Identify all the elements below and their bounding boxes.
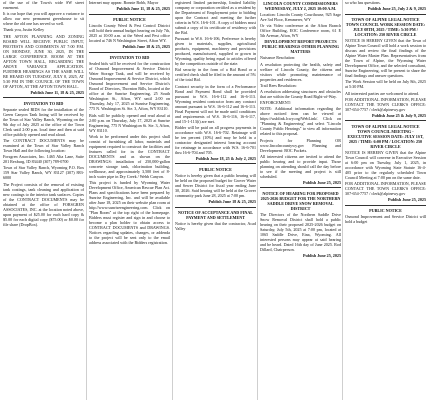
notice-paragraph: Town of Star Valley Ranch, Wyoming P.O. Box 159 Star Valley Ranch, WY 83127 (307) 883-6000: [3, 165, 84, 181]
notice-heading: INVITATION TO BID: [23, 100, 64, 106]
notice-heading: PUBLIC NOTICE: [369, 208, 402, 214]
notice-paragraph: A resolution protecting the health, safety and welfare of Lincoln County, the citizens and visitors while promoting maintenance of properties and residences.: [260, 61, 341, 82]
notice-heading: TOWN OF ALPINE LEGAL NOTICE TOWN COUNCIL WORK SESSION DATE: JULY 08TH, 2025 / TIME: 5:30 PM / LOCATION: 250 RIVER CIRCLE: [345, 17, 426, 38]
publish-dates: Publish June 25, July 2 & 9, 2025: [367, 6, 426, 12]
notice-paragraph: Location: Lincoln County Courthouse, 925 Sage Ave 3rd Floor, Kemmerer, WY: [260, 12, 341, 22]
notice-paragraph: Lincoln County Weed & Pest Control District will hold their annual budget hearing on July 7th, 2025 at 10:00 a.m. at the Weed and Pest office located at 746 N Washington Street, Afton WY.: [89, 23, 170, 44]
notice-paragraph: Thank you, Justin Kelley: [3, 27, 45, 33]
notice-paragraph: Contract security in the form of a Performance Bond and Payment Bond shall be provided pursuant to W.S. 16-6-112 and 16-6-113. Wyoming resident contractor from any contract amount pursuant to W.S. 16-6-112 and 16-6-113. Final Payment will not be made until conditions and requirements of W.S. 16-6-116, 16-6-117, and 15-1-113(i) are met.: [175, 83, 256, 124]
notice-paragraph: of the use of the Town's wide SW street easement.: [3, 0, 84, 10]
notice-paragraph: FOR ADDITIONAL INFORMATION, PLEASE CONTACT THE TOWN CLERK'S OFFICE: 307-654-7757 / clerk@alpinewy.gov: [345, 181, 426, 197]
notice-paragraph: It is our hope that you will approve a variance to allow our new permanent greenhouse to sit where the old one has served so well.: [3, 11, 84, 27]
notice-heading: NOTICE OF ACCEPTANCE AND FINAL PAYMENT AND SETTLEMENT: [177, 210, 254, 221]
notice-paragraph: The Work Session will be held on July 8th, 2025 at 5:30 PM.: [345, 79, 426, 90]
notice-heading: PUBLIC NOTICE: [199, 166, 232, 172]
notice-column-4: [260, 0, 341, 400]
notice-paragraph: Bids will be publicly opened and read aloud at 2:00 p.m. on Thursday, July 17, 2025 at Sunrise Engineering, 775 N Washington St. Ste. 3, Afton, WY 83110.: [89, 112, 170, 133]
publish-dates: Publish June 11, 18 & 25, 2025: [116, 6, 170, 12]
notice-paragraph: NOTICE IS HEREBY GIVEN that the Town of Alpine Town Council will hold a work session to discuss and review the final findings of the Alpine Water Master Plan. Representatives from the Town of Alpine, the Wyoming Water Development Office, and the selected consultant, Sunrise Engineering, will be present to share the final findings and answer questions.: [345, 38, 426, 79]
column-divider: [342, 0, 343, 400]
notice-paragraph: The Project consists of the removal of existing tank coatings, tank cleaning and application of new coatings to the interior tank surfaces. Copies of the CONTRACT DOCUMENTS may be obtained at the office of FORSGREN ASSOCIATES, INC. at the location noted above, upon payment of $25.00 for each hard copy & $5.00 for each digital copy ($75.00) or $0.00 for file share (DropBox).: [3, 181, 84, 227]
publish-dates: Publish June 25, 2025: [303, 253, 341, 259]
notice-paragraph: Sealed bids will be received for the construction of Osmond Improvement & Service District Water Storage Tank, and will be received by Osmond Improvement & Service District, which Osmond Improvement and Service District's Board of Directors, Thornton Bills, located at the office at the Sunrise Engineering, 25 South Washington St., Afton, WY until 2:00 on Thursday, July 17, 2025 at Sunrise Engineering, 775 N. Washington St. Ste. 3, Afton, WY 83110.: [89, 61, 170, 112]
publish-dates: Publish June 11, 18 & 25, 2025: [30, 89, 84, 95]
notice-divider: [345, 205, 426, 206]
notice-paragraph: A resolution addressing structures and obstacles that are within the County Road Right-of-Way.: [260, 88, 341, 99]
notice-heading: NOTICE OF HEARING FOR PROPOSED 2025-2026 BUDGET FOR THE NORTHERN SADDLE DRIVE SNOW REMOVAL DISTRICT: [260, 190, 341, 211]
notice-heading: TOWN OF ALPINE LEGAL NOTICE TOWN COUNCIL MEETING - EXECUTIVE SESSION DATE: JULY 1ST, 2025 / TIME: 6:00 PM / LOCATION: 250 RIVER CIRCLE: [347, 123, 424, 149]
column-divider: [257, 0, 258, 400]
publish-dates: Publish June 18 & 25, 2025: [208, 199, 256, 205]
publish-dates: Publish June 25 & July 9, 2025: [371, 112, 426, 118]
notice-divider: [175, 207, 256, 208]
notice-paragraph: All interested citizens are invited to attend the public hearing and to provide input. Those planning on attending should call the day before to see if the meeting and project is still scheduled.: [260, 153, 341, 179]
notice-paragraph: Projects for Planning OR www.lincolncountywy.gov Planning and Development: BOC Packets.: [260, 137, 341, 153]
notice-paragraph: The Directors of the Northern Saddle Drive Snow Removal District shall hold a public hearing on their proposed 2025-2026 budget on Saturday, July 5th, 2025 at 7:00 pm, located at 1065 Saddle Drive, Etna, Wyoming. All interested persons may appear at said hearing and be heard. Dated 16th day of June 2025. Rod Dillard, Chairperson.: [260, 211, 341, 252]
column-divider: [86, 0, 87, 400]
notice-divider: [89, 14, 170, 15]
notice-paragraph: Or via Video conference at the Afton Branch Office Building, EOC Conference room, 61 E 5th Avenue, Afton, WY: [260, 23, 341, 39]
column-divider: [172, 0, 173, 400]
notice-paragraph: THE AFTON PLANNING AND ZONING BOARD WILL RECEIVE PUBLIC INPUT, PROTESTS AND COMMENTS AT 7:00 P.M. ON MONDAY, JUNE 30, 2025, IN THE LARGE CONFERENCE ROOM AT THE AFTON TOWN HALL, REGARDING THE ABOVE VARIANCE APPLICATION. FURTHER HEARINGS AS THE SAME WILL BE HEARD ON TUESDAY, JULY 8, 2025, AT 5:30 PM IN THE COUNCIL OF THE TOWN OF AFTON, AT THE AFTON TOWN HALL.: [3, 33, 84, 89]
notice-column-2: [89, 0, 170, 400]
notice-paragraph: Forsgren Associates, Inc. 1465 Alta Lane, Suite 201 Rexburg, ID 83440 (307) 789-0700: [3, 154, 84, 165]
notice-column-1: [3, 0, 84, 400]
notice-heading: INVITATION TO BID: [109, 55, 150, 61]
notice-paragraph: Bid security in the form of a Bid Bond or a certified check shall be filed in the amount of 5% of the total Bid.: [175, 67, 256, 83]
notice-column-3: [175, 0, 256, 400]
notice-paragraph: Osmond Improvement and Service District will hold a budget: [345, 214, 426, 225]
notice-divider: [175, 163, 256, 164]
publish-dates: Publish June 18 & 25, 2025: [122, 44, 170, 50]
notice-heading: LINCOLN COUNTY COMMISSIONERS WEDNESDAY, JULY 2, 2025 10:00 A.M.: [263, 1, 338, 11]
notice-divider: [3, 97, 84, 98]
notice-paragraph: FOR ADDITIONAL INFORMATION, PLEASE CONTACT THE TOWN CLERK'S OFFICE: 307-654-7757 / clerk@alpinewy.gov: [345, 96, 426, 112]
notice-paragraph: Notice is hereby given that the contractor, Acad Valley: [175, 221, 256, 232]
notice-paragraph: Pursuant to W.S. 16-6-106, Preference is hereby given to materials, supplies, agricultural products, equipment, machinery and provisions produced, manufactured, supplied or grown in Wyoming, quality being equal to articles offered by the competitors outside of the state.: [175, 36, 256, 67]
notice-paragraph: Nuisance Resolution:: [260, 55, 296, 61]
notice-paragraph: NOTE: Additional information regarding the above noticed item can be viewed at https://wublink.lcwy.org/WebLink/. Click on "Planning & Engineering" and select "Lincoln County Public Hearings" to view all information related to this proposal.: [260, 106, 341, 137]
notice-paragraph: Notice is hereby given that a public hearing will be held on the proposed budget for Grover Water and Sewer District for fiscal year ending June 30, 2026. Said hearing will be held at the Grover community park June 28, 2025 at 7:00 pm.: [175, 172, 256, 198]
notice-column-5: [345, 0, 426, 400]
notice-paragraph: NOTICE IS HEREBY GIVEN that the Alpine Town Council will convene in Executive Session at 6:00 pm on Tuesday, July 1, 2025, in accordance with Wyoming State Statute 16-4-405 prior to the regularly scheduled Town Council Meeting at 7:00 pm on the same date.: [345, 149, 426, 180]
notice-divider: [345, 120, 426, 121]
notice-paragraph: Internet may appear. Bonnie Bobb, Mayor: [89, 0, 159, 5]
notice-paragraph: Separate sealed BIDS for the installation of the Green Canyon Tank lining will be received by the Town of Star Valley Ranch, Wyoming on the 9th day of July 2025 at the office of the Town Clerk until 2:00 p.m. local time and then at said office publicly opened and read aloud.: [3, 106, 84, 137]
publish-dates: Publish June 25, 2025: [388, 197, 426, 203]
notice-divider: [345, 14, 426, 15]
notice-paragraph: The CONTRACT DOCUMENTS may be examined at the Town of Star Valley Ranch Town Hall and the following location:: [3, 137, 84, 153]
notice-divider: [89, 52, 170, 53]
notice-heading: PUBLIC NOTICE: [113, 17, 146, 23]
publish-dates: Publish June 18, 25 & July 2, 2025: [195, 155, 256, 161]
notice-divider: [260, 187, 341, 188]
notice-paragraph: registered limited partnership, limited liability company or corporation certified as a resident by the Department of Employment prior to bidding upon the Contract and meeting the further criteria in W.S. 16-6-101. A copy of bidders must submit a copy of its certificate of residency with the Bid.: [175, 0, 256, 35]
notice-paragraph: so who has questions.: [345, 0, 381, 5]
notice-heading: DEVELOPMENT REPORT PROJECTS PUBLIC HEARINGS OTHER PLANNING MATTERS: [262, 39, 339, 55]
notice-paragraph: ENFORCEMENT:: [260, 100, 292, 106]
notice-paragraph: This project is funded by Wyoming Water Development Office, American Rescue Plan Act. Plans and specifications have been prepared by Sunrise Engineering, Inc. and will be available after June 18, 2025 on their website plan room at http://www.sunriseengineering.com. Click on "Plan Room" at the top right of the homepage. Bidders must register and sign in and choose to become a plan holder to obtain access to CONTRACT DOCUMENTS and DRAWINGS. Notices regarding updates, changes, or addenda to the project will be sent only to the email address associated with the Bidders registration.: [89, 179, 170, 245]
notice-paragraph: Trail Rees Resolution:: [260, 82, 297, 88]
notice-paragraph: All interested parties are welcomed to attend.: [345, 90, 420, 96]
notice-paragraph: Work to be performed under this project shall consist of furnishing all labor, materials and equipment required to construct the facilities and features called for in the CONTRACT DOCUMENTS and as shown on the DRAWINGS: installation of 250,000-gallon concrete storage tank, chlorination building, wellhouse, and approximately 3,500 feet of 8-inch water pipe in Dry Creek / Webb Canyon.: [89, 133, 170, 179]
publish-dates: Publish June 25, 2025: [303, 179, 341, 185]
notice-paragraph: Bidder will be paid on all progress payments in accordance with W.S. 16-6-702. Retainage will be ten percent (10%) and may be held in a contractor designated interest bearing account for retainage in accordance with W.S. 16-6-701 thru 16-6-704 and 705.: [175, 124, 256, 155]
